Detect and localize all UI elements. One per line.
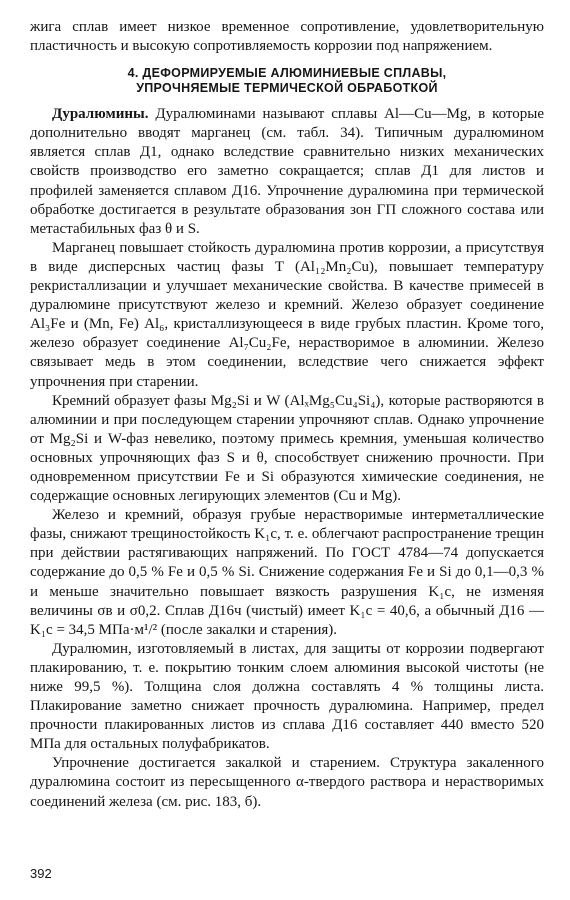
section-heading [30,66,544,96]
paragraph-silicon: Кремний образует фазы Mg₂Si и W (AlₓMg₅Cu₄Si₄), которые растворяются в алюминии и при последующем старении упрочняют сплав. Однако упрочнение от Mg₂Si и W-фаз невелико, поэтому примесь кремния, уменьшая количество основных упрочняющих фаз S и θ, способствует снижению прочности. При одновременном присутствии Fe и Si образуются химические соединения, не содержащие основных легирующих элементов (Cu и Mg). [30,392,544,505]
paragraph-cladding: Дуралюмин, изготовляемый в листах, для защиты от коррозии подвергают плакированию, т. е. покрытию тонким слоем алюминия высокой чистоты (не ниже 99,5 %). Толщина слоя должна составлять 4 % толщины листа. Плакирование заметно снижает прочность дуралюмина. Например, предел прочности плакированных листов из сплава Д16 составляет 440 вместо 520 МПа для остальных полуфабрикатов. [30,640,544,753]
section-heading-line-2: УПРОЧНЯЕМЫЕ ТЕРМИЧЕСКОЙ ОБРАБОТКОЙ [136,81,438,96]
paragraph-iron-silicon: Железо и кремний, образуя грубые нерастворимые интерметаллические фазы, снижают трещиностойкость K₁c, т. е. облегчают распространение трещин при действии растягивающих напряжений. По ГОСТ 4784—74 допускается содержание до 0,5 % Fe и 0,5 % Si. Снижение содержания Fe и Si до 0,1—0,3 % и меньше значительно повышает вязкость разрушения K₁c, не изменяя величины σв и σ0,2. Сплав Д16ч (чистый) имеет K₁c = 40,6, а обычный Д16 — K₁c = 34,5 МПа·м¹/² (после закалки и старения). [30,507,544,638]
paragraph-duralumins [30,105,544,239]
intro-paragraph: жига сплав имеет низкое временное сопротивление, удовлетворительную пластичность и высокую сопротивляемость коррозии под напряжением. [30,19,544,55]
runin-heading: Дуралюмины. [52,106,149,123]
paragraph-manganese: Марганец повышает стойкость дуралюмина против коррозии, а присутствуя в виде дисперсных частиц фазы T (Al₁₂Mn₂Cu), повышает температуру рекристаллизации и улучшает механические свойства. В качестве примесей в дуралюмине присутствуют железо и кремний. Железо образует соединение Al₃Fe и (Mn, Fe) Al₆, кристаллизующееся в виде грубых пластин. Кроме того, железо образует соединение Al₇Cu₂Fe, нерастворимое в алюминии. Железо связывает медь в этом соединении, вследствие чего снижается эффект упрочнения при старении. [30,239,544,390]
paragraph-duralumins-text: Дуралюминами называют сплавы Al—Cu—Mg, в которые дополнительно вводят марганец (см. табл. 34). Типичным дуралюмином является сплав Д1, однако вследствие сравнительно низких механических свойств производство его заметно сокращается; сплав Д1 для листов и профилей заменяется сплавом Д16. Упрочнение дуралюмина при термической обработке достигается в результате образования зон ГП сложного состава или метастабильных фаз θ и S. [30,106,544,237]
paragraph-hardening: Упрочнение достигается закалкой и старением. Структура закаленного дуралюмина состоит из пересыщенного α-твердого раствора и нерастворимых соединений железа (см. рис. 183, б). [30,755,544,810]
section-heading-line-1: 4. ДЕФОРМИРУЕМЫЕ АЛЮМИНИЕВЫЕ СПЛАВЫ, [127,66,447,81]
body-text [30,18,544,812]
page-number: 392 [30,866,52,881]
